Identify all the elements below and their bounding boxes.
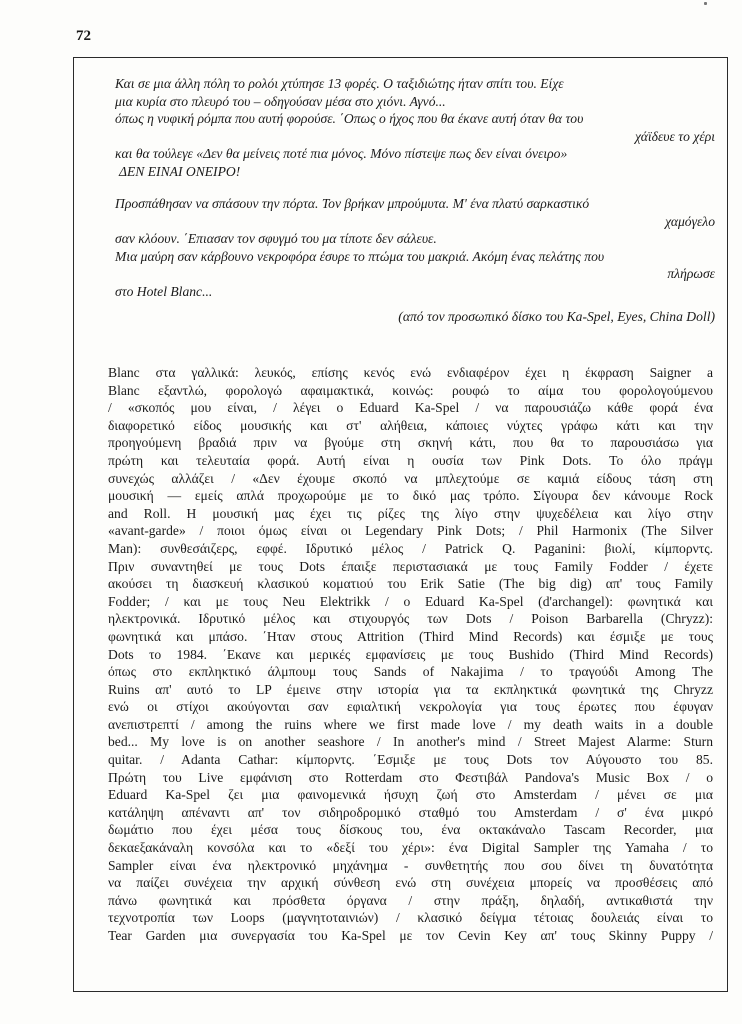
body-line: Πρώτη του Live εμφάνιση στο Rotterdam στο Φεστιβάλ Pandova's Music Box / ο bbox=[108, 769, 713, 785]
poem-line: στο Hotel Blanc... bbox=[115, 283, 213, 299]
poem-line: και θα τούλεγε «Δεν θα μείνεις ποτέ πια μόνος. Μόνο πίστεψε πως δεν είναι όνειρο» bbox=[115, 146, 568, 161]
body-line: να παίζει συνέχεια την αρχική σύνθεση ενώ στη συνέχεια μπορείς να προσθέσεις από bbox=[108, 875, 713, 891]
body-line: / «σκοπός μου είναι, / λέγει ο Eduard Ka-Spel / να παρουσιάζω κάθε φορά ένα bbox=[108, 400, 713, 416]
body-line: Πριν συναντηθεί με τους Dots έπαιξε περιστασιακά με τους Family Fodder / έχετε bbox=[108, 558, 713, 574]
body-line: τεχνοτροπία των Loops (μαγνητοταινιών) / κλασικό δείγμα τέτοιας δουλειάς είναι το bbox=[108, 910, 713, 926]
body-line: μουσική — εμείς απλά προχωρούμε με το δικό μας τρόπο. Σίγουρα δεν κάνουμε Rock bbox=[108, 488, 713, 504]
body-line: δωμάτιο που έχει μέσα τους δίσκους του, ένα οκτακάναλο Tascam Recorder, μια bbox=[108, 822, 713, 838]
poem-line: μια κυρία στο πλευρό του – οδηγούσαν μέσα στο χιόνι. Αγνό... bbox=[115, 93, 446, 109]
body-line: πρώτη και τελευταία φορά. Αυτή είναι η ουσία των Pink Dots. Το όλο πράγμ bbox=[108, 452, 713, 468]
poem-line: χάϊδευε το χέρι bbox=[635, 128, 715, 144]
poem-line-emphasis: ΔΕΝ ΕΙΝΑΙ ΟΝΕΙΡΟ! bbox=[119, 163, 241, 179]
poem-line: πλήρωσε bbox=[667, 266, 715, 281]
body-line: Ruins απ' αυτό το LP έμεινε στην ιστορία για τα εκπληκτικά φωνητικά της Chryzz bbox=[108, 681, 713, 697]
article-body bbox=[108, 364, 713, 945]
body-line: bed... My love is on another seashore / In another's mind / Street Majest Alarme: Sturn bbox=[108, 734, 713, 750]
poem-block bbox=[115, 75, 715, 326]
body-line: διαφορετικό είδος μουσικής και στ' αλήθεια, κάποιες νύχτες γράφω κάτι και την bbox=[108, 417, 713, 433]
poem-line: χαμόγελο bbox=[665, 213, 715, 229]
corner-speck bbox=[704, 2, 707, 5]
body-line: Eduard Ka-Spel ζει μια φαινομενικά ήσυχη ζωή στο Amsterdam / μένει σε μια bbox=[108, 787, 713, 803]
body-line: όπως στο εκπληκτικό άλμπουμ τους Sands of Nakajima / το τραγούδι Among The bbox=[108, 664, 713, 680]
body-line: quitar. / Adanta Cathar: κίμπορντς. ΄Εσμιξε με τους Dots τον Αύγουστο του 85. bbox=[108, 752, 713, 768]
body-line: φωνητικά και μπάσο. ΄Ηταν στους Attrition (Third Mind Records) και έσμιξε με τους bbox=[108, 628, 713, 644]
body-line: «avant-garde» / ποιοι όμως είναι οι Legendary Pink Dots; / Phil Harmonix (The Silver bbox=[108, 523, 713, 539]
poem-line: Μια μαύρη σαν κάρβουνο νεκροφόρα έσυρε το πτώμα του μακριά. Ακόμη ένας πελάτης που bbox=[115, 248, 605, 264]
body-line: δεκαεξακάναλη κονσόλα και το «δεξί του χέρι»: ένα Digital Sampler της Yamaha / το bbox=[108, 840, 713, 856]
body-line: and Roll. Η μουσική μας έχει τις ρίζες της λίγο στην ψυχεδέλεια και λίγο στην bbox=[108, 505, 713, 521]
page-number: 72 bbox=[76, 28, 91, 44]
body-line: προηγούμενη βραδιά πριν να βγούμε στη σκηνή κάτι, που θα το παρουσιάσω για bbox=[108, 435, 713, 451]
body-line: συνεχώς αλλάζει / «Δεν έχουμε σκοπό να μπλεχτούμε σε καμιά είδους τάση στη bbox=[108, 470, 713, 486]
body-line: Sampler είναι ένα ηλεκτρονικό μηχάνημα - συνθετητής που σου δίνει τη δυνατότητα bbox=[108, 857, 713, 873]
body-line: Blanc στα γαλλικά: λευκός, επίσης κενός ενώ ενδιαφέρον έχει η έκφραση Saigner a bbox=[108, 365, 713, 380]
body-line: κατάληψη απέναντι απ' τον σιδηροδρομικό σταθμό του Amsterdam / σ' ένα μικρό bbox=[108, 804, 713, 820]
body-line: ακούσει τη διασκευή κλασικού κοματιού του Erik Satie (The big dig) απ' τους Family bbox=[108, 576, 713, 592]
body-line: πάνω φωνητικά και πρόσθετα όργανα / στην πράξη, δηλαδή, αντικαθιστά την bbox=[108, 892, 713, 908]
poem-line: Και σε μια άλλη πόλη το ρολόι χτύπησε 13 φορές. Ο ταξιδιώτης ήταν σπίτι του. Είχε bbox=[115, 76, 564, 91]
poem-line: όπως η νυφική ρόμπα που αυτή φορούσε. ΄Οπως ο ήχος που θα έκανε αυτή όταν θα του bbox=[115, 111, 584, 126]
body-line: ηλεκτρονικά. Ιδρυτικό μέλος και στιχουργός των Dots / Poison Barbarella (Chryzz): bbox=[108, 611, 713, 627]
body-line: Dots το 1984. ΄Εκανε και μερικές εμφανίσεις με τους Bushido (Third Mind Records) bbox=[108, 646, 713, 662]
poem-credit: (από τον προσωπικό δίσκο του Ka-Spel, Eyes, China Doll) bbox=[398, 309, 715, 324]
body-line: Tear Garden μια συνεργασία του Ka-Spel με τον Cevin Key απ' τους Skinny Puppy / bbox=[108, 928, 713, 943]
body-line: Fodder; / και με τους Neu Elektrikk / ο Eduard Ka-Spel (d'archangel): φωνητικά και bbox=[108, 593, 713, 609]
body-line: ενώ οι στίχοι ακούγονται σαν εφιαλτική νεκρολογία για τους έρωτες που έφυγαν bbox=[108, 699, 713, 715]
body-line: Man): συνθεσάιζερς, εφφέ. Ιδρυτικό μέλος / Patrick Q. Paganini: βιολί, κίμπορντς. bbox=[108, 540, 713, 556]
poem-line: σαν κλόουν. ΄Επιασαν τον σφυγμό του μα τίποτε δεν σάλευε. bbox=[115, 231, 437, 246]
poem-line: Προσπάθησαν να σπάσουν την πόρτα. Τον βρήκαν μπρούμυτα. Μ' ένα πλατύ σαρκαστικό bbox=[115, 196, 590, 211]
body-line: ανεπιστρεπτί / among the ruins where we first made love / my death waits in a double bbox=[108, 716, 713, 732]
body-line: Blanc εξαντλώ, φορολογώ αφαιμακτικά, κοινώς: ρουφώ το αίμα του φορολογούμενου bbox=[108, 382, 713, 398]
